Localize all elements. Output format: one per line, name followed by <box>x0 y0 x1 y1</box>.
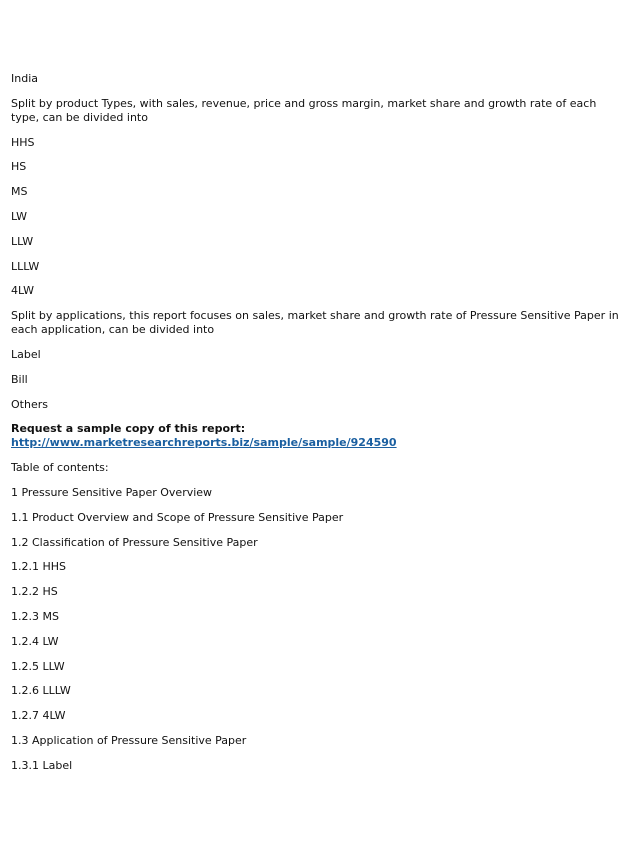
sample-link[interactable]: http://www.marketresearchreports.biz/sample/sample/924590 <box>11 436 397 450</box>
application-item: Label <box>11 347 41 361</box>
type-item: LLW <box>11 234 34 248</box>
applications-intro: Split by applications, this report focuses on sales, market share and growth rate of Pressure Sensitive Paper in each application, can be divided into <box>11 309 619 337</box>
application-item: Bill <box>11 372 28 386</box>
type-item: HHS <box>11 135 35 149</box>
toc-item: 1.2.6 LLLW <box>11 684 71 698</box>
toc-item: 1.3.1 Label <box>11 758 73 772</box>
document-body <box>11 72 627 784</box>
type-item: LLLW <box>11 259 40 273</box>
types-intro: Split by product Types, with sales, revenue, price and gross margin, market share and growth rate of each type, can be divided into <box>11 96 597 124</box>
type-item: LW <box>11 209 27 223</box>
region-text: India <box>11 72 38 85</box>
toc-item: 1.2.2 HS <box>11 585 58 599</box>
sample-heading: Request a sample copy of this report: <box>11 422 246 436</box>
toc-item: 1.3 Application of Pressure Sensitive Paper <box>11 733 247 747</box>
toc-item: 1.2.7 4LW <box>11 709 66 723</box>
application-item: Others <box>11 397 48 411</box>
type-item: 4LW <box>11 284 34 298</box>
toc-item: 1.2.1 HHS <box>11 560 67 574</box>
toc-item: 1.1 Product Overview and Scope of Pressure Sensitive Paper <box>11 510 344 524</box>
toc-title: Table of contents: <box>11 461 109 475</box>
type-item: MS <box>11 185 28 199</box>
type-item: HS <box>11 160 27 174</box>
toc-item: 1.2.5 LLW <box>11 659 65 673</box>
toc-item: 1.2 Classification of Pressure Sensitive Paper <box>11 535 258 549</box>
sample-request <box>11 422 627 450</box>
toc-item: 1.2.3 MS <box>11 609 59 623</box>
toc-item: 1.2.4 LW <box>11 634 59 648</box>
toc-item: 1 Pressure Sensitive Paper Overview <box>11 485 213 499</box>
